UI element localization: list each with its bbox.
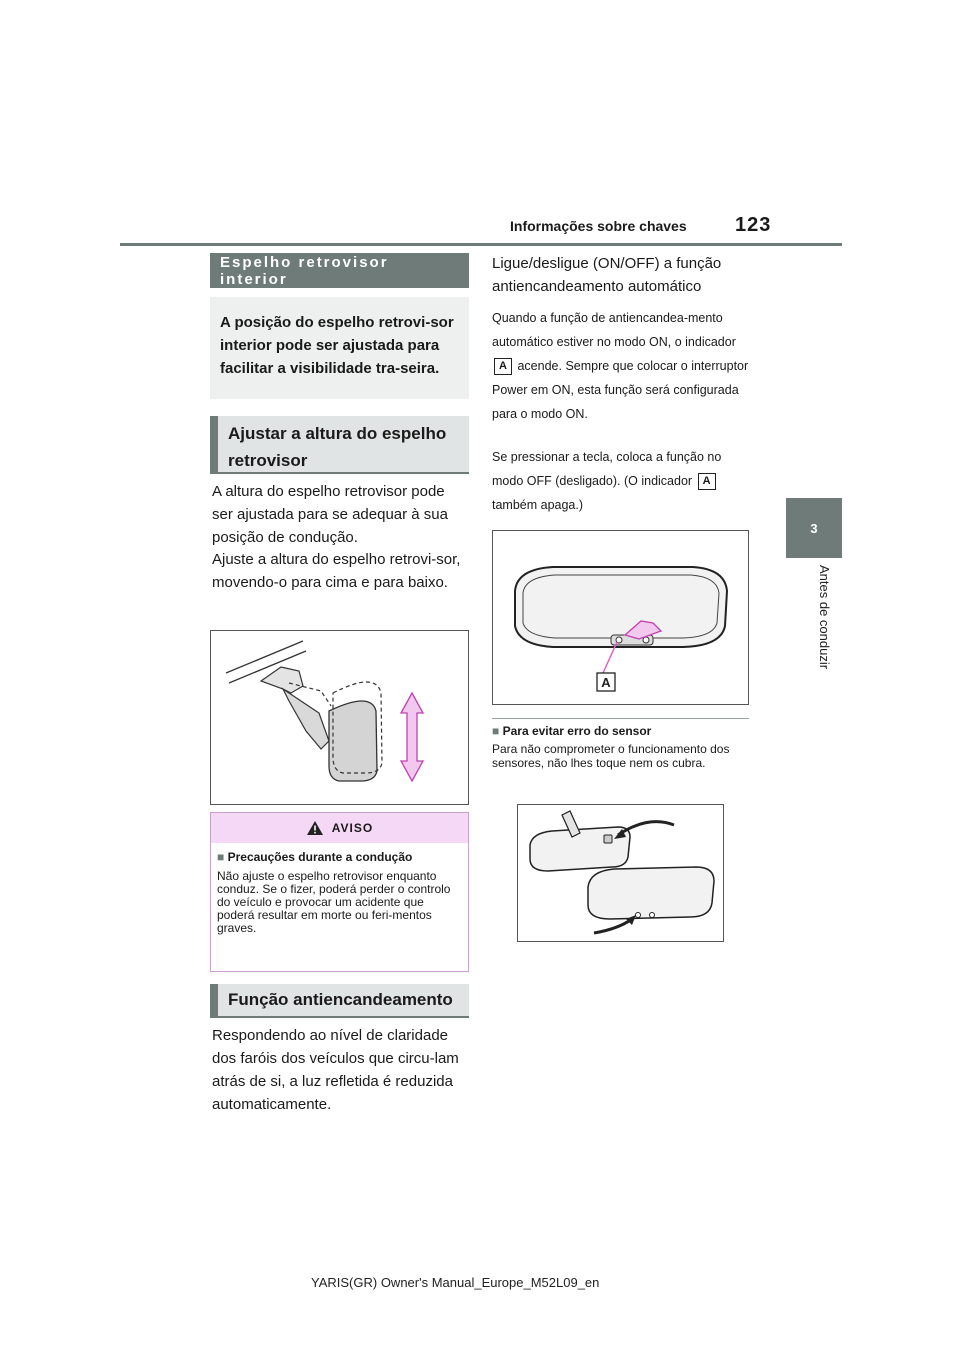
warning-box <box>210 812 469 972</box>
on-off-paragraph-2 <box>492 445 750 517</box>
chapter-number: 3 <box>810 520 818 536</box>
subsection-antiglare-title: Função antiencandeamento <box>210 984 469 1018</box>
antiglare-paragraph: Respondendo ao nível de claridade dos faróis dos veículos que circu-lam atrás de si, a luz refletida é reduzida automaticamente. <box>212 1027 459 1113</box>
section-title: Espelho retrovisor interior <box>210 253 469 288</box>
warning-item-title-row <box>217 851 462 864</box>
on-off-p1-end: acende. Sempre que colocar o interruptor Power em ON, esta função será configurada para o modo ON. <box>492 359 749 421</box>
chapter-title: Informações sobre chaves <box>510 218 687 234</box>
section-intro: A posição do espelho retrovi-sor interior pode ser ajustada para facilitar a visibilidade tra-seira. <box>210 297 469 399</box>
header-rule <box>120 243 842 246</box>
mirror-height-figure <box>210 630 469 805</box>
on-off-p2-start: Se pressionar a tecla, coloca a função no modo OFF (desligado). (O indicador <box>492 450 722 488</box>
page-number: 123 <box>735 214 772 236</box>
warning-item-text: Não ajuste o espelho retrovisor enquanto conduz. Se o fizer, poderá perder o controlo do veículo e provocar um acidente que poderá resultar em morte ou feri-mentos graves. <box>217 869 451 935</box>
warning-icon <box>306 820 324 836</box>
indicator-a-icon: A <box>494 358 512 375</box>
sensor-figure <box>517 804 724 942</box>
chapter-tab <box>786 498 842 558</box>
subsection-height-title: Ajustar a altura do espelho retrovisor <box>210 416 469 474</box>
callout-a-label: A <box>601 675 611 690</box>
warning-title: AVISO <box>331 821 374 835</box>
sensor-illustration <box>518 805 723 941</box>
warning-header <box>211 813 468 843</box>
chapter-side-label: Antes de conduzir <box>817 565 832 670</box>
indicator-a-icon: A <box>698 473 716 490</box>
mirror-indicator-figure <box>492 530 749 705</box>
note-rule <box>492 718 749 719</box>
mirror-height-illustration <box>211 631 468 804</box>
on-off-paragraph-1 <box>492 306 750 426</box>
height-paragraph-1: A altura do espelho retrovisor pode ser ajustada para se adequar à sua posição de condução. <box>212 483 448 546</box>
square-bullet-icon: ■ <box>217 850 225 864</box>
square-bullet-icon: ■ <box>492 724 500 738</box>
note-title-row <box>492 724 750 738</box>
on-off-p1-start: Quando a função de antiencandea-mento automático estiver no modo ON, o indicador <box>492 311 736 349</box>
note-text: Para não comprometer o funcionamento dos sensores, não lhes toque nem os cubra. <box>492 742 730 770</box>
warning-item-title: Precauções durante a condução <box>227 850 413 864</box>
mirror-indicator-illustration <box>493 531 748 704</box>
on-off-heading: Ligue/desligue (ON/OFF) a função antiencandeamento automático <box>492 255 722 295</box>
footer-manual-id: YARIS(GR) Owner's Manual_Europe_M52L09_en <box>311 1275 600 1290</box>
height-paragraph-2: Ajuste a altura do espelho retrovi-sor, movendo-o para cima e para baixo. <box>212 551 461 591</box>
on-off-p2-end: também apaga.) <box>492 498 584 512</box>
note-title: Para evitar erro do sensor <box>502 724 652 738</box>
